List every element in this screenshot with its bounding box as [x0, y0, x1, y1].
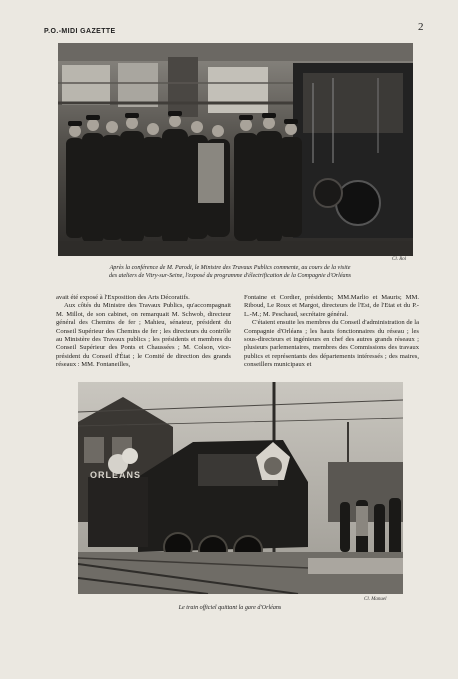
text-column-left [56, 294, 231, 370]
page-number: 2 [418, 21, 424, 33]
photo-credit-top: Cl. Rol [392, 257, 407, 262]
paragraph: Fontaine et Cordier, présidents; MM.Marlio et Mauris; MM. Riboud, Le Roux et Margot, directeurs de l'Est, de l'Etat et du P.-L.-M.; M. Peschaud, secrétaire général. [244, 294, 419, 318]
photo-official-train-image [78, 382, 403, 594]
paragraph: avait été exposé à l'Exposition des Arts Décoratifs. [56, 294, 190, 301]
caption-bottom: Le train officiel quittant la gare d'Orléans [178, 605, 282, 611]
photo-minister-visit [58, 43, 413, 256]
station-sign: ORLÉANS [90, 470, 142, 480]
caption-top-line2: des ateliers de Vitry-sur-Seine, l'exposé du programme d'électrification de la Compagnie d'Orléans [108, 273, 352, 279]
photo-minister-visit-image [58, 43, 413, 256]
paragraph: C'étaient ensuite les membres du Conseil d'administration de la Compagnie d'Orléans ; les hauts fonctionnaires du réseau ; les sous-directeurs et ingénieurs en chef des autres grands réseaux ; plusieurs parlementaires, membres des Commissions des travaux publics et représentants des départements intéressés ; des maires, conseillers municipaux et [244, 319, 419, 369]
photo-credit-bottom: Cl. Manuel [364, 597, 387, 602]
paragraph: Aux côtés du Ministre des Travaux Publics, qu'accompagnait M. Millot, de son cabinet, on remarquait M. Schwob, directeur général des Chemins de fer ; Mahieu, sénateur, président du Conseil Supérieur des Chemins de fer ; les directeurs du contrôle au Ministère des Travaux publics ; les présidents et membres du Conseil Supérieur des Ponts et Chaussées ; M. Colson, vice-président du Conseil d'État ; le Comité de direction des grands réseaux : MM. Fontaneilles, [56, 302, 231, 369]
text-column-right [244, 294, 419, 370]
photo-official-train [78, 382, 403, 594]
journal-title: P.O.-MIDI GAZETTE [44, 28, 116, 35]
caption-top-line1: Après la conférence de M. Parodi, le Ministre des Travaux Publics commente, au cours de la visite [109, 265, 351, 271]
